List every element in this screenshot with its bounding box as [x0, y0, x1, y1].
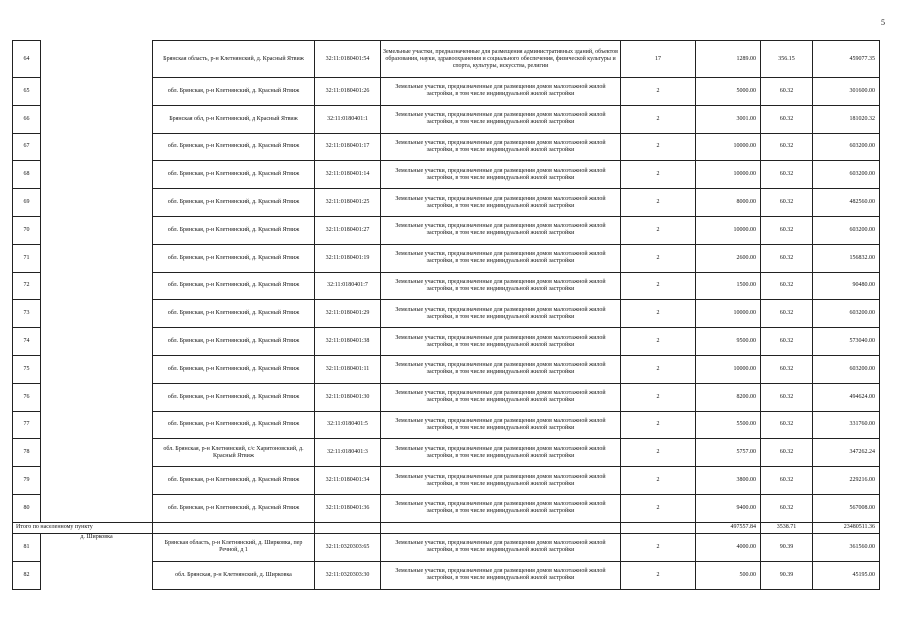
area-value: 1500.00 — [696, 272, 761, 300]
empty-cell — [315, 522, 381, 533]
table-row — [13, 133, 880, 161]
locality-cell — [41, 244, 153, 272]
use-code: 17 — [621, 41, 696, 78]
use-code: 2 — [621, 383, 696, 411]
cadastral-value: 603200.00 — [813, 300, 880, 328]
area-value: 3800.00 — [696, 467, 761, 495]
table-row — [13, 467, 880, 495]
area-value: 4000.00 — [696, 533, 761, 561]
land-use-type: Земельные участки, предназначенные для размещения домов малоэтажной жилой застройки, в том числе индивидуальной жилой застройки — [381, 105, 621, 133]
area-value: 8200.00 — [696, 383, 761, 411]
address-cell: обл. Брянская, р-н Клетнянский, с/с Харитоновский, д. Красный Ятвиж — [153, 439, 315, 467]
use-code: 2 — [621, 216, 696, 244]
use-code: 2 — [621, 244, 696, 272]
specific-value: 60.32 — [761, 216, 813, 244]
cadastral-value: 494624.00 — [813, 383, 880, 411]
specific-value: 60.32 — [761, 300, 813, 328]
empty-cell — [621, 522, 696, 533]
area-value: 10000.00 — [696, 216, 761, 244]
cadastral-number: 32:11:0180401:27 — [315, 216, 381, 244]
locality-cell — [41, 411, 153, 439]
area-value: 10000.00 — [696, 161, 761, 189]
cadastral-number: 32:11:0180401:34 — [315, 467, 381, 495]
use-code: 2 — [621, 189, 696, 217]
table-row — [13, 328, 880, 356]
use-code: 2 — [621, 105, 696, 133]
specific-value: 60.32 — [761, 244, 813, 272]
row-number: 77 — [13, 411, 41, 439]
area-value: 3001.00 — [696, 105, 761, 133]
land-use-type: Земельные участки, предназначенные для размещения домов малоэтажной жилой застройки, в том числе индивидуальной жилой застройки — [381, 216, 621, 244]
row-number: 75 — [13, 355, 41, 383]
locality-cell — [41, 561, 153, 589]
cadastral-number: 32:11:0320303:30 — [315, 561, 381, 589]
cadastral-number: 32:11:0180401:7 — [315, 272, 381, 300]
cadastral-number: 32:11:0180401:14 — [315, 161, 381, 189]
locality-cell — [41, 216, 153, 244]
specific-value: 60.32 — [761, 328, 813, 356]
empty-cell — [381, 522, 621, 533]
address-cell: обл. Брянская, р-н Клетнянский, д. Красный Ятвиж — [153, 216, 315, 244]
area-value: 1289.00 — [696, 41, 761, 78]
use-code: 2 — [621, 533, 696, 561]
use-code: 2 — [621, 328, 696, 356]
land-use-type: Земельные участки, предназначенные для размещения домов малоэтажной жилой застройки, в том числе индивидуальной жилой застройки — [381, 78, 621, 106]
table-row — [13, 244, 880, 272]
table-row — [13, 300, 880, 328]
area-value: 10000.00 — [696, 300, 761, 328]
use-code: 2 — [621, 78, 696, 106]
use-code: 2 — [621, 439, 696, 467]
land-use-type: Земельные участки, предназначенные для размещения домов малоэтажной жилой застройки, в том числе индивидуальной жилой застройки — [381, 533, 621, 561]
cadastral-value: 603200.00 — [813, 133, 880, 161]
specific-value: 60.32 — [761, 133, 813, 161]
address-cell: обл. Брянская, р-н Клетнянский, д. Ширковка — [153, 561, 315, 589]
locality-cell — [41, 105, 153, 133]
address-cell: обл. Брянская, р-н Клетнянский, д. Красный Ятвиж — [153, 78, 315, 106]
total-specific-value: 3538.71 — [761, 522, 813, 533]
locality-cell — [41, 189, 153, 217]
table-row — [13, 272, 880, 300]
land-use-type: Земельные участки, предназначенные для размещения домов малоэтажной жилой застройки, в том числе индивидуальной жилой застройки — [381, 561, 621, 589]
address-cell: обл. Брянская, р-н Клетнянский, д. Красный Ятвиж — [153, 133, 315, 161]
row-number: 76 — [13, 383, 41, 411]
cadastral-value: 45195.00 — [813, 561, 880, 589]
address-cell: обл. Брянская, р-н Клетнянский, д. Красный Ятвиж — [153, 383, 315, 411]
locality-cell — [41, 494, 153, 522]
cadastral-value: 347262.24 — [813, 439, 880, 467]
area-value: 5000.00 — [696, 78, 761, 106]
row-number: 66 — [13, 105, 41, 133]
specific-value: 356.15 — [761, 41, 813, 78]
cadastral-value: 573040.00 — [813, 328, 880, 356]
cadastral-number: 32:11:0180401:3 — [315, 439, 381, 467]
address-cell: обл. Брянская, р-н Клетнянский, д. Красный Ятвиж — [153, 494, 315, 522]
locality-cell — [41, 467, 153, 495]
row-number: 65 — [13, 78, 41, 106]
cadastral-value: 181020.32 — [813, 105, 880, 133]
locality-cell — [41, 355, 153, 383]
empty-cell — [153, 522, 315, 533]
use-code: 2 — [621, 161, 696, 189]
row-number: 81 — [13, 533, 41, 561]
cadastral-number: 32:11:0180401:30 — [315, 383, 381, 411]
specific-value: 90.39 — [761, 533, 813, 561]
address-cell: обл. Брянская, р-н Клетнянский, д. Красный Ятвиж — [153, 328, 315, 356]
locality-cell — [41, 133, 153, 161]
total-cadastral-value: 23480511.36 — [813, 522, 880, 533]
use-code: 2 — [621, 355, 696, 383]
cadastral-value: 90480.00 — [813, 272, 880, 300]
address-cell: обл. Брянская, р-н Клетнянский, д. Красный Ятвиж — [153, 411, 315, 439]
cadastral-value: 603200.00 — [813, 355, 880, 383]
cadastral-number: 32:11:0320303:65 — [315, 533, 381, 561]
row-number: 80 — [13, 494, 41, 522]
land-use-type: Земельные участки, предназначенные для размещения домов малоэтажной жилой застройки, в том числе индивидуальной жилой застройки — [381, 467, 621, 495]
specific-value: 60.32 — [761, 161, 813, 189]
address-cell: обл. Брянская, р-н Клетнянский, д. Красный Ятвиж — [153, 272, 315, 300]
land-use-type: Земельные участки, предназначенные для размещения домов малоэтажной жилой застройки, в том числе индивидуальной жилой застройки — [381, 133, 621, 161]
area-value: 5500.00 — [696, 411, 761, 439]
area-value: 10000.00 — [696, 355, 761, 383]
specific-value: 90.39 — [761, 561, 813, 589]
cadastral-value: 603200.00 — [813, 161, 880, 189]
land-use-type: Земельные участки, предназначенные для размещения административных зданий, объектов образования, науки, здравоохранения и социального обеспечения, физической культуры и спорта, культуры, искусства, религии — [381, 41, 621, 78]
specific-value: 60.32 — [761, 494, 813, 522]
row-number: 74 — [13, 328, 41, 356]
table-row — [13, 561, 880, 589]
total-row — [13, 522, 880, 533]
row-number: 73 — [13, 300, 41, 328]
cadastral-number: 32:11:0180401:19 — [315, 244, 381, 272]
address-cell: обл. Брянская, р-н Клетнянский, д. Красный Ятвиж — [153, 244, 315, 272]
area-value: 9400.00 — [696, 494, 761, 522]
cadastral-number: 32:11:0180401:25 — [315, 189, 381, 217]
table-row — [13, 383, 880, 411]
table-row — [13, 105, 880, 133]
area-value: 8000.00 — [696, 189, 761, 217]
cadastral-value: 301600.00 — [813, 78, 880, 106]
row-number: 72 — [13, 272, 41, 300]
use-code: 2 — [621, 272, 696, 300]
locality-cell — [41, 300, 153, 328]
table-row — [13, 355, 880, 383]
locality-cell — [41, 272, 153, 300]
cadastral-number: 32:11:0180401:1 — [315, 105, 381, 133]
cadastral-value: 603200.00 — [813, 216, 880, 244]
locality-name: д. Ширковка — [41, 533, 153, 561]
total-label: Итого по населенному пункту — [13, 522, 153, 533]
specific-value: 60.32 — [761, 411, 813, 439]
row-number: 78 — [13, 439, 41, 467]
specific-value: 60.32 — [761, 355, 813, 383]
address-cell: Брянская область, р-н Клетнянский, д. Ширковка, пер Речной, д 1 — [153, 533, 315, 561]
cadastral-number: 32:11:0180401:54 — [315, 41, 381, 78]
cadastral-number: 32:11:0180401:36 — [315, 494, 381, 522]
cadastral-value: 361560.00 — [813, 533, 880, 561]
cadastral-value: 567008.00 — [813, 494, 880, 522]
locality-cell — [41, 383, 153, 411]
use-code: 2 — [621, 411, 696, 439]
table-row — [13, 78, 880, 106]
land-use-type: Земельные участки, предназначенные для размещения домов малоэтажной жилой застройки, в том числе индивидуальной жилой застройки — [381, 383, 621, 411]
land-use-type: Земельные участки, предназначенные для размещения домов малоэтажной жилой застройки, в том числе индивидуальной жилой застройки — [381, 244, 621, 272]
use-code: 2 — [621, 300, 696, 328]
area-value: 9500.00 — [696, 328, 761, 356]
address-cell: Брянская область, р-н Клетнянский, д. Красный Ятвиж — [153, 41, 315, 78]
cadastral-value: 156832.00 — [813, 244, 880, 272]
cadastral-number: 32:11:0180401:26 — [315, 78, 381, 106]
specific-value: 60.32 — [761, 439, 813, 467]
locality-cell — [41, 328, 153, 356]
address-cell: обл. Брянская, р-н Клетнянский, д. Красный Ятвиж — [153, 355, 315, 383]
table-row — [13, 161, 880, 189]
land-use-type: Земельные участки, предназначенные для размещения домов малоэтажной жилой застройки, в том числе индивидуальной жилой застройки — [381, 300, 621, 328]
address-cell: обл. Брянская, р-н Клетнянский, д. Красный Ятвиж — [153, 189, 315, 217]
table-row — [13, 189, 880, 217]
table-body — [13, 41, 880, 590]
row-number: 68 — [13, 161, 41, 189]
row-number: 79 — [13, 467, 41, 495]
land-use-type: Земельные участки, предназначенные для размещения домов малоэтажной жилой застройки, в том числе индивидуальной жилой застройки — [381, 161, 621, 189]
land-use-type: Земельные участки, предназначенные для размещения домов малоэтажной жилой застройки, в том числе индивидуальной жилой застройки — [381, 411, 621, 439]
cadastral-table — [12, 40, 880, 590]
cadastral-number: 32:11:0180401:38 — [315, 328, 381, 356]
cadastral-number: 32:11:0180401:5 — [315, 411, 381, 439]
specific-value: 60.32 — [761, 272, 813, 300]
cadastral-number: 32:11:0180401:11 — [315, 355, 381, 383]
area-value: 5757.00 — [696, 439, 761, 467]
address-cell: Брянская обл, р-н Клетнянский, д Красный Ятвиж — [153, 105, 315, 133]
specific-value: 60.32 — [761, 467, 813, 495]
locality-cell — [41, 161, 153, 189]
land-use-type: Земельные участки, предназначенные для размещения домов малоэтажной жилой застройки, в том числе индивидуальной жилой застройки — [381, 328, 621, 356]
specific-value: 60.32 — [761, 78, 813, 106]
row-number: 71 — [13, 244, 41, 272]
specific-value: 60.32 — [761, 383, 813, 411]
row-number: 64 — [13, 41, 41, 78]
area-value: 2600.00 — [696, 244, 761, 272]
cadastral-value: 482560.00 — [813, 189, 880, 217]
table-row — [13, 411, 880, 439]
area-value: 10000.00 — [696, 133, 761, 161]
cadastral-value: 331760.00 — [813, 411, 880, 439]
cadastral-value: 459077.35 — [813, 41, 880, 78]
locality-cell — [41, 41, 153, 78]
use-code: 2 — [621, 133, 696, 161]
locality-cell — [41, 78, 153, 106]
cadastral-number: 32:11:0180401:29 — [315, 300, 381, 328]
use-code: 2 — [621, 494, 696, 522]
address-cell: обл. Брянская, р-н Клетнянский, д. Красный Ятвиж — [153, 300, 315, 328]
land-use-type: Земельные участки, предназначенные для размещения домов малоэтажной жилой застройки, в том числе индивидуальной жилой застройки — [381, 355, 621, 383]
area-value: 500.00 — [696, 561, 761, 589]
table-row — [13, 533, 880, 561]
row-number: 70 — [13, 216, 41, 244]
total-area: 497557.84 — [696, 522, 761, 533]
land-use-type: Земельные участки, предназначенные для размещения домов малоэтажной жилой застройки, в том числе индивидуальной жилой застройки — [381, 272, 621, 300]
row-number: 69 — [13, 189, 41, 217]
row-number: 82 — [13, 561, 41, 589]
specific-value: 60.32 — [761, 189, 813, 217]
table-row — [13, 216, 880, 244]
specific-value: 60.32 — [761, 105, 813, 133]
use-code: 2 — [621, 561, 696, 589]
cadastral-value: 229216.00 — [813, 467, 880, 495]
page-number: 5 — [881, 18, 885, 27]
cadastral-number: 32:11:0180401:17 — [315, 133, 381, 161]
table-row — [13, 494, 880, 522]
address-cell: обл. Брянская, р-н Клетнянский, д. Красный Ятвиж — [153, 467, 315, 495]
land-use-type: Земельные участки, предназначенные для размещения домов малоэтажной жилой застройки, в том числе индивидуальной жилой застройки — [381, 189, 621, 217]
locality-cell — [41, 439, 153, 467]
table-row — [13, 41, 880, 78]
row-number: 67 — [13, 133, 41, 161]
land-use-type: Земельные участки, предназначенные для размещения домов малоэтажной жилой застройки, в том числе индивидуальной жилой застройки — [381, 494, 621, 522]
use-code: 2 — [621, 467, 696, 495]
land-use-type: Земельные участки, предназначенные для размещения домов малоэтажной жилой застройки, в том числе индивидуальной жилой застройки — [381, 439, 621, 467]
address-cell: обл. Брянская, р-н Клетнянский, д. Красный Ятвиж — [153, 161, 315, 189]
table-row — [13, 439, 880, 467]
